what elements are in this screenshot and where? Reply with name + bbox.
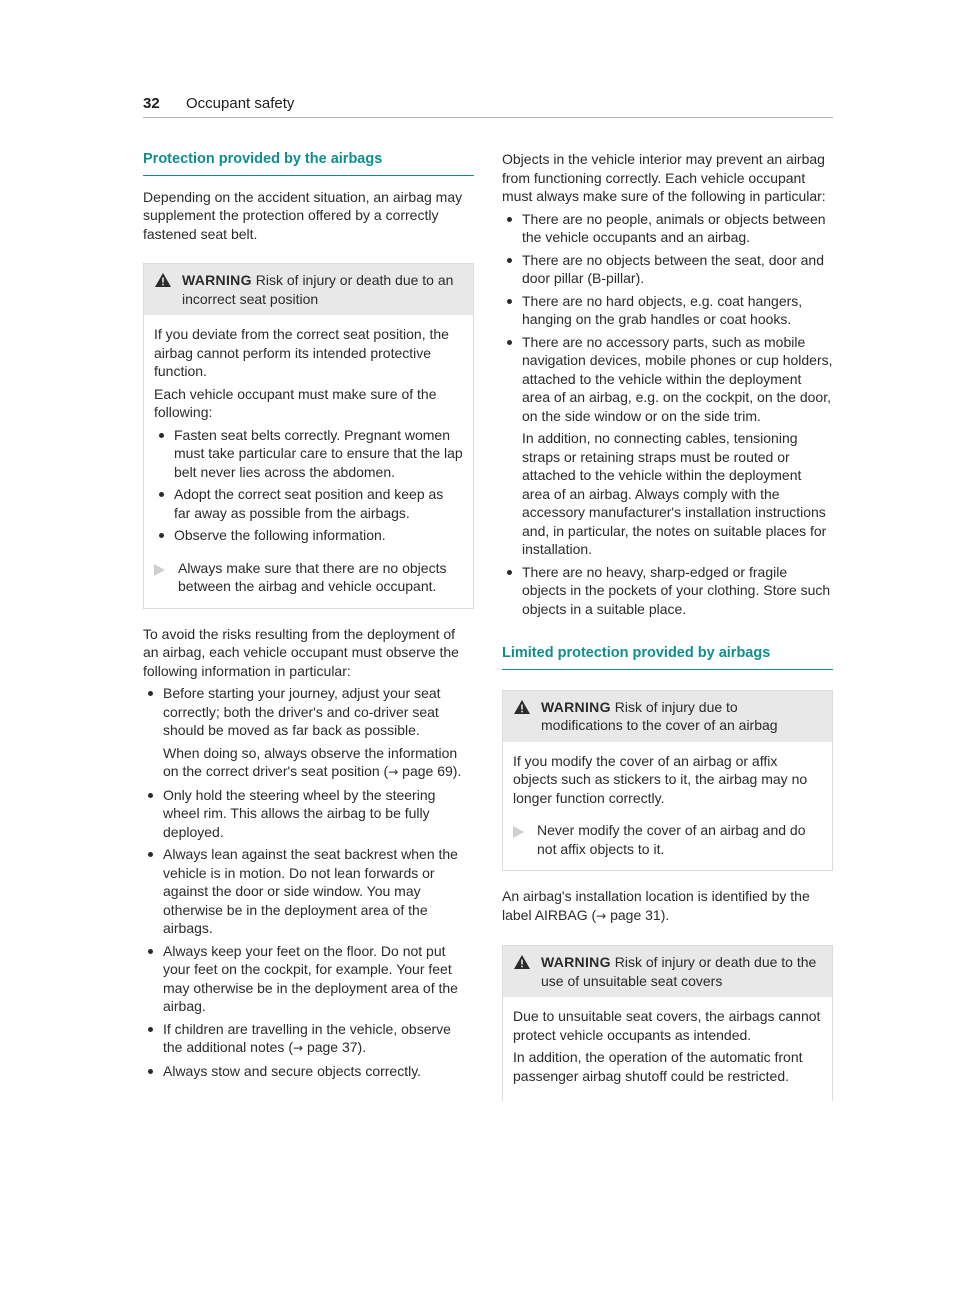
warning-body [503, 742, 832, 871]
section-title: Occupant safety [186, 95, 295, 112]
heading-limited-protection: Limited protection provided by airbags [502, 644, 833, 670]
warning-label: WARNING [182, 272, 252, 288]
warning-text: In addition, the operation of the automatic front passenger airbag shutoff could be restricted. [513, 1049, 803, 1084]
instruction-text: Always make sure that there are no objects between the airbag and vehicle occupant. [178, 559, 447, 594]
list-item: There are no people, animals or objects between the vehicle occupants and an airbag. [502, 210, 833, 247]
warning-heading: Risk of injury or death due to an incorrect seat position [182, 272, 454, 307]
page-header [143, 94, 833, 118]
arrow-right-icon: → [388, 765, 399, 779]
precautions-list [143, 684, 474, 1080]
arrow-right-icon: → [596, 908, 607, 923]
warning-label: WARNING [541, 954, 611, 970]
warning-list [154, 426, 463, 545]
warning-text: If you modify the cover of an airbag or affix objects such as stickers to it, the airbag may no longer function correctly. [513, 752, 808, 806]
list-item: Before starting your journey, adjust your seat correctly; both the driver's and co-driver seat should be moved as far back as possible. When doing so, always observe the information on the correct driver's seat position (→ page 69). [143, 684, 474, 782]
warning-box-seat-position [143, 263, 474, 609]
instruction-step [154, 559, 463, 596]
instruction-text: Never modify the cover of an airbag and do not affix objects to it. [537, 822, 806, 857]
list-item: Always keep your feet on the floor. Do not put your feet on the cockpit, for example. Your feet may otherwise be in the deployment area of the airbag. [143, 942, 474, 1016]
heading-airbag-protection: Protection provided by the airbags [143, 150, 474, 176]
warning-box-cover-modification [502, 690, 833, 872]
avoid-intro: To avoid the risks resulting from the deployment of an airbag, each vehicle occupant must observe the following information in particular: [143, 625, 459, 679]
list-item: Always stow and secure objects correctly. [143, 1062, 474, 1081]
play-arrow-icon [513, 821, 537, 858]
warning-body [144, 315, 473, 608]
list-sub-text: When doing so, always observe the information on the correct driver's seat position (→ page 69). [163, 744, 462, 779]
list-item: Only hold the steering wheel by the steering wheel rim. This allows the airbag to be fully deployed. [143, 786, 474, 842]
list-item: If children are travelling in the vehicle, observe the additional notes (→ page 37). [143, 1020, 474, 1058]
left-column [143, 150, 474, 1084]
warning-text: Due to unsuitable seat covers, the airbags cannot protect vehicle occupants as intended. [513, 1008, 821, 1043]
warning-text: Each vehicle occupant must make sure of the following: [154, 385, 437, 420]
warning-header [503, 946, 832, 997]
list-sub-text: In addition, no connecting cables, tensioning straps or retaining straps must be routed or attached to the vehicle within the deployment area of an airbag. Always comply with the accessory manufacturer's installation instructions and, in particular, the notes on suitable places for installation. [522, 430, 827, 557]
objects-intro: Objects in the vehicle interior may prevent an airbag from functioning correctly. Each vehicle occupant must always make sure of the following in particular: [502, 151, 826, 204]
page-number: 32 [143, 95, 160, 112]
warning-body [503, 997, 832, 1101]
list-item: Fasten seat belts correctly. Pregnant women must take particular care to ensure that the lap belt never lies across the abdomen. [154, 426, 463, 482]
arrow-right-icon: → [292, 1041, 304, 1055]
list-item: There are no accessory parts, such as mobile navigation devices, mobile phones or cup holders, attached to the vehicle within the deployment area of an airbag, e.g. on the cockpit, on the door, on the side window or on the side trim. In addition, no connecting cables, tensioning straps or retaining straps must be routed or attached to the vehicle within the deployment area of an airbag. Always comply with the accessory manufacturer's installation instructions and, in particular, the notes on suitable places for installation. [502, 333, 833, 559]
list-item: Always lean against the seat backrest when the vehicle is in motion. Do not lean forwards or against the door or side window. You may otherwise be in the deployment area of the airbags. [143, 845, 474, 938]
right-column [502, 150, 833, 1117]
warning-triangle-icon [154, 271, 182, 293]
warning-heading: Risk of injury or death due to the use of unsuitable seat covers [541, 954, 817, 989]
location-paragraph: An airbag's installation location is identified by the label AIRBAG (→ page 31). [502, 888, 810, 923]
list-item: There are no hard objects, e.g. coat hangers, hanging on the grab handles or coat hooks. [502, 292, 833, 329]
warning-text: If you deviate from the correct seat position, the airbag cannot perform its intended protective function. [154, 326, 449, 379]
warning-header [144, 264, 473, 315]
instruction-step [513, 821, 822, 858]
list-item: There are no objects between the seat, door and door pillar (B-pillar). [502, 251, 833, 288]
intro-paragraph: Depending on the accident situation, an airbag may supplement the protection offered by a correctly fastened seat belt. [143, 188, 463, 242]
list-item: Adopt the correct seat position and keep as far away as possible from the airbags. [154, 485, 463, 522]
warning-label: WARNING [541, 698, 611, 715]
warning-triangle-icon [513, 953, 541, 975]
warning-triangle-icon [513, 698, 541, 720]
list-item: Observe the following information. [154, 526, 463, 545]
play-arrow-icon [154, 559, 178, 596]
warning-heading: Risk of injury due to modifications to the cover of an airbag [541, 698, 778, 733]
objects-list [502, 210, 833, 619]
warning-header [503, 691, 832, 742]
warning-box-seat-covers [502, 945, 833, 1101]
list-item: There are no heavy, sharp-edged or fragile objects in the pockets of your clothing. Store such objects in a suitable place. [502, 563, 833, 619]
